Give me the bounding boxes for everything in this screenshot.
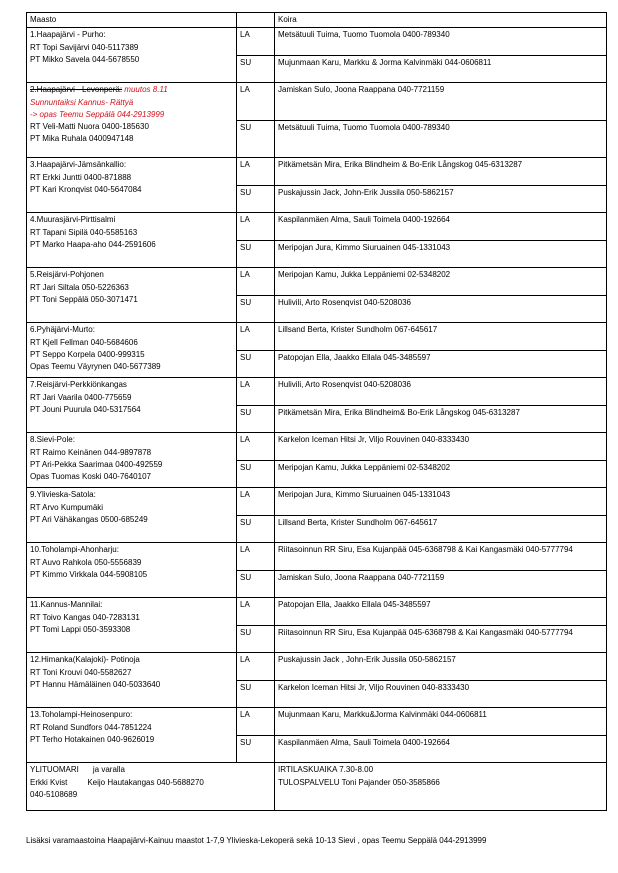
area-person: PT Toni Seppälä 050-3071471 [30,294,138,304]
area-cell [27,28,237,83]
footer-left-cell [27,763,275,811]
area-person: PT Ari Vähäkangas 0500-685249 [30,514,148,524]
dog-cell-la: Mujunmaan Karu, Markku&Jorma Kalvinmäki 044-0606811 [275,708,607,736]
area-person: RT Tapani Sipilä 040-5585163 [30,227,138,237]
area-title-changed [30,84,233,96]
dog-cell-su: Jamiskan Sulo, Joona Raappana 040-7721159 [275,571,607,598]
area-row-la [27,268,607,296]
area-person: RT Veli-Matti Nuora 0400-185630 [30,122,149,132]
area-title: 8.Sievi-Pole: [30,435,75,445]
area-row-la [27,323,607,351]
judge-name: Erkki Kvist [30,777,68,787]
area-person: RT Kjell Fellman 040-5684606 [30,337,138,347]
area-title: 6.Pyhäjärvi-Murto: [30,325,95,335]
area-person: PT Ari-Pekka Saarimaa 0400-492559 [30,459,163,469]
area-cell [27,653,237,708]
day-label-su: SU [237,406,275,433]
dog-cell-la: Lillsand Berta, Krister Sundholm 067-645617 [275,323,607,351]
bottom-note: Lisäksi varamaastoina Haapajärvi-Kainuu maastot 1-7,9 Ylivieska-Lekoperä sekä 10-13 Sievi , opas Teemu Seppälä 044-2913999 [26,836,487,845]
day-label-la: LA [237,213,275,241]
footer-right-cell [275,763,607,811]
day-label-su: SU [237,461,275,488]
area-row-la [27,433,607,461]
dog-cell-su: Meripojan Kamu, Jukka Leppäniemi 02-5348202 [275,461,607,488]
area-person: PT Seppo Korpela 0400-999315 [30,349,145,359]
area-title: 12.Himanka(Kalajoki)- Potinoja [30,655,140,665]
reserve-judge: Keijo Hautakangas 040-5688270 [87,777,204,787]
day-label-su: SU [237,516,275,543]
day-label-la: LA [237,708,275,736]
dog-cell-la: Metsätuuli Tuima, Tuomo Tuomola 0400-789340 [275,28,607,56]
dog-cell-la: Puskajussin Jack , John-Erik Jussila 050-5862157 [275,653,607,681]
day-label-la: LA [237,433,275,461]
area-title: 4.Muurasjärvi-Pirttisalmi [30,215,116,225]
day-label-su: SU [237,571,275,598]
judge-title: YLITUOMARI [30,765,79,775]
area-person: RT Erkki Juntti 0400-871888 [30,172,132,182]
area-person: PT Kari Kronqvist 040-5647084 [30,184,142,194]
release-time: IRTILASKUAIKA 7.30-8.00 [278,765,374,775]
area-cell [27,708,237,763]
area-cell [27,213,237,268]
area-person: RT Auvo Rahkola 050-5556839 [30,557,142,567]
judge-title-line [30,764,271,776]
area-row-la [27,213,607,241]
area-title: 9.Ylivieska-Satola: [30,490,96,500]
area-person: PT Mikko Savela 044-5678550 [30,54,140,64]
area-title-struck: 2.Haapajärvi - Levonperä: [30,85,123,95]
area-title: 1.Haapajärvi - Purho: [30,30,106,40]
area-person: PT Tomi Lappi 050-3593308 [30,624,131,634]
header-dog: Koira [275,13,607,28]
dog-cell-la: Meripojan Jura, Kimmo Siuruainen 045-1331043 [275,488,607,516]
area-person: PT Mika Ruhala 0400947148 [30,134,134,144]
area-person: RT Toni Krouvi 040-5582627 [30,667,132,677]
area-person: Opas Teemu Väyrynen 040-5677389 [30,362,161,372]
dog-cell-la: Kaspilanmäen Alma, Sauli Toimela 0400-192664 [275,213,607,241]
dog-cell-su: Pitkämetsän Mira, Erika Blindheim& Bo-Erik Långskog 045-6313287 [275,406,607,433]
area-person: PT Jouni Puurula 040-5317564 [30,404,141,414]
dog-cell-su: Puskajussin Jack, John-Erik Jussila 050-5862157 [275,186,607,213]
dog-cell-la: Jamiskan Sulo, Joona Raappana 040-7721159 [275,83,607,121]
area-cell [27,83,237,158]
day-label-la: LA [237,378,275,406]
dog-cell-la: Pitkämetsän Mira, Erika Blindheim & Bo-Erik Långskog 045-6313287 [275,158,607,186]
dog-cell-su: Meripojan Jura, Kimmo Siuruainen 045-1331043 [275,241,607,268]
area-row-la [27,158,607,186]
dog-cell-su: Riitasoinnun RR Siru, Esa Kujanpää 045-6368798 & Kai Kangasmäki 040-5777794 [275,626,607,653]
judge-title-suffix: ja varalla [92,765,125,775]
area-person: PT Kimmo Virkkala 044-5908105 [30,569,148,579]
dog-cell-su: Patopojan Ella, Jaakko Ellala 045-3485597 [275,351,607,378]
area-row-la [27,28,607,56]
dog-cell-su: Karkelon Iceman Hitsi Jr, Viljo Rouvinen 040-8333430 [275,681,607,708]
area-title: 13.Toholampi-Heinosenpuro: [30,710,133,720]
area-row-la [27,378,607,406]
day-label-su: SU [237,626,275,653]
dog-cell-su: Mujunmaan Karu, Markku & Jorma Kalvinmäki 044-0606811 [275,56,607,83]
dog-cell-la: Patopojan Ella, Jaakko Ellala 045-3485597 [275,598,607,626]
judge-phone: 040-5108689 [30,789,78,799]
dog-cell-la: Karkelon Iceman Hitsi Jr, Viljo Rouvinen 040-8333430 [275,433,607,461]
day-label-su: SU [237,186,275,213]
area-cell [27,323,237,378]
dog-cell-su: Hulivili, Arto Rosenqvist 040-5208036 [275,296,607,323]
area-cell [27,488,237,543]
area-title: 3.Haapajärvi-Jämsänkallio: [30,160,127,170]
dog-cell-su: Lillsand Berta, Krister Sundholm 067-645617 [275,516,607,543]
dog-cell-la: Meripojan Kamu, Jukka Leppäniemi 02-5348202 [275,268,607,296]
day-label-su: SU [237,296,275,323]
area-person: RT Jari Siltala 050-5226363 [30,282,129,292]
area-row-la [27,543,607,571]
area-row-la [27,653,607,681]
day-label-la: LA [237,598,275,626]
area-person: RT Roland Sundfors 044-7851224 [30,722,152,732]
dog-cell-la: Riitasoinnun RR Siru, Esa Kujanpää 045-6368798 & Kai Kangasmäki 040-5777794 [275,543,607,571]
day-label-la: LA [237,83,275,121]
day-label-su: SU [237,56,275,83]
day-label-la: LA [237,543,275,571]
schedule-table [26,12,607,811]
day-label-la: LA [237,323,275,351]
dog-cell-su: Metsätuuli Tuima, Tuomo Tuomola 0400-789340 [275,121,607,158]
day-label-la: LA [237,268,275,296]
area-title: 7.Reisjärvi-Perkkiönkangas [30,380,127,390]
change-note: -> opas Teemu Seppälä 044-2913999 [30,109,165,119]
area-person: PT Terho Hotakainen 040-9626019 [30,734,155,744]
dog-cell-su: Kaspilanmäen Alma, Sauli Toimela 0400-192664 [275,736,607,763]
change-note: Sunnuntaiksi Kannus- Rättyä [30,97,134,107]
area-person: RT Topi Savijärvi 040-5117389 [30,42,139,52]
area-cell [27,378,237,433]
area-person: PT Hannu Hämäläinen 040-5033640 [30,679,161,689]
day-label-su: SU [237,351,275,378]
area-person: RT Arvo Kumpumäki [30,502,104,512]
area-row-la [27,488,607,516]
judge-names-line [30,777,271,789]
area-title: 5.Reisjärvi-Pohjonen [30,270,104,280]
area-row-la [27,83,607,121]
area-cell [27,433,237,488]
day-label-su: SU [237,241,275,268]
area-cell [27,158,237,213]
area-row-la [27,708,607,736]
area-person: PT Marko Haapa-aho 044-2591606 [30,239,156,249]
area-person: RT Toivo Kangas 040-7283131 [30,612,140,622]
area-cell [27,598,237,653]
day-label-su: SU [237,736,275,763]
header-day [237,13,275,28]
area-person: Opas Tuomas Koski 040-7640107 [30,472,151,482]
dog-cell-la: Hulivili, Arto Rosenqvist 040-5208036 [275,378,607,406]
area-title: 11.Kannus-Mannilai: [30,600,103,610]
day-label-la: LA [237,158,275,186]
area-title: 10.Toholampi-Ahonharju: [30,545,119,555]
area-row-la [27,598,607,626]
day-label-la: LA [237,653,275,681]
area-person: RT Raimo Keinänen 044-9897878 [30,447,152,457]
footer-row [27,763,607,811]
results-service: TULOSPALVELU Toni Pajander 050-3585866 [278,777,440,787]
day-label-su: SU [237,121,275,158]
area-cell [27,543,237,598]
area-person: RT Jari Vaarila 0400-775659 [30,392,132,402]
day-label-su: SU [237,681,275,708]
day-label-la: LA [237,28,275,56]
header-row [27,13,607,28]
header-area: Maasto [27,13,237,28]
day-label-la: LA [237,488,275,516]
change-note: muutos 8.11 [124,85,168,95]
area-cell [27,268,237,323]
